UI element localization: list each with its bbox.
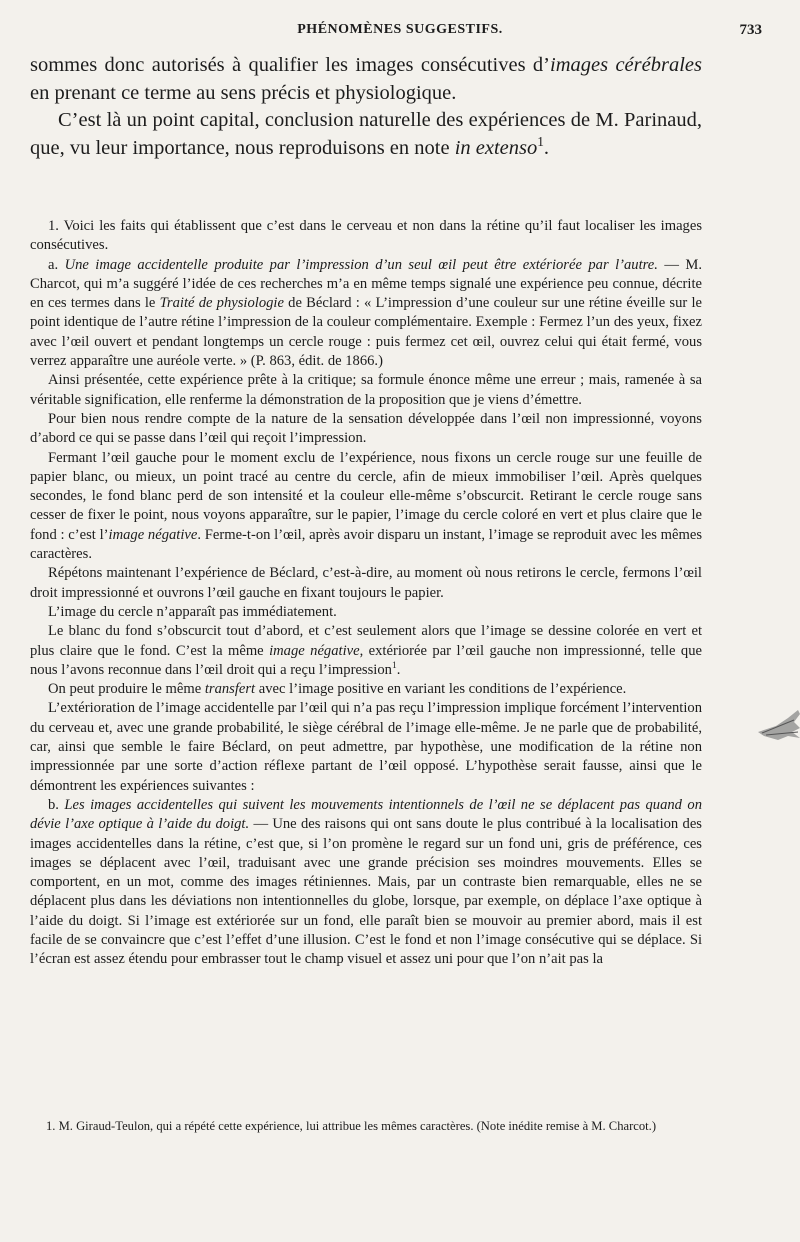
paragraph-2: C’est là un point capital, conclusion naturelle des expériences de M. Parinaud, que, vu leur importance, nous reproduisons en note in extenso$^1$.: [30, 109, 702, 159]
note-paragraph: L’image du cercle n’apparaît pas immédiatement.: [48, 603, 337, 620]
footnote: [30, 1117, 702, 1135]
note-block: [30, 217, 702, 970]
page-number: 733: [739, 22, 762, 38]
page-header: [30, 22, 770, 42]
note-paragraph: Pour bien nous rendre compte de la nature de la sensation développée dans l’œil non impressionné, voyons d’abord ce qui se passe dans l’œil qui reçoit l’impression.: [30, 410, 702, 447]
paragraph-1: sommes donc autorisés à qualifier les images consécutives d’images cérébrales en prenant ce terme au sens précis et physiologique.: [30, 54, 702, 104]
footnote-text: 1. M. Giraud-Teulon, qui a répété cette expérience, lui attribue les mêmes caractères. (Note inédite remise à M. Charcot.): [46, 1119, 657, 1133]
note-paragraph: On peut produire le même transfert avec l’image positive en variant les conditions de l’expérience.: [48, 681, 627, 698]
emphasis: in extenso: [454, 136, 538, 159]
ink-mark-icon: [754, 706, 800, 754]
footnote-ref: 1: [537, 133, 544, 149]
running-head: PHÉNOMÈNES SUGGESTIFS.: [297, 22, 503, 37]
main-text: [30, 52, 702, 162]
note-paragraph: b. Les images accidentelles qui suivent les mouvements intentionnels de l’œil ne se déplacent pas quand on dévie l’axe optique à l’aide du doigt. — Une des raisons qui ont sans doute le plus contribué à la localisation des images accidentelles dans la rétine, c’est que, si l’on promène le regard sur un fond uni, gris de préférence, ces images se déplacent avec l’œil, traduisant avec une grande précision ses moindres mouvements. Elles se comportent, en un mot, comme des images rétiniennes. Mais, par un contraste bien remarquable, elles ne se déplacent plus dans les déviations non intentionnelles du globe, lorsque, par exemple, on déplace l’axe optique à l’aide du doigt. Si l’image est extériorée sur un fond, elle paraît bien se mouvoir au premier abord, mais il est facile de se convaincre que c’est l’effet d’une illusion. C’est le fond et non l’image consécutive qui se déplace. Si l’écran est assez étendu pour embrasser tout le champ visuel et assez uni pour que l’on n’ait pas la: [30, 796, 702, 968]
note-paragraph: Ainsi présentée, cette expérience prête à la critique; sa formule énonce même une erreur ; mais, ramenée à sa véritable signification, elle renferme la démonstration de la proposition que je viens d’émettre.: [30, 372, 702, 408]
note-paragraph: L’extérioration de l’image accidentelle par l’œil qui n’a pas reçu l’impression implique forcément l’intervention du cerveau et, avec une grande probabilité, le siège cérébral de l’image elle-même. Je ne parle que de probabilité, car, ainsi que semble le faire Béclard, on peut admettre, par hypothèse, une modification de la rétine non impressionnée par une sorte d’action réflexe partant de l’œil opposé. L’hypothèse serait fausse, ainsi que le démontrent les expériences suivantes :: [30, 700, 702, 794]
note-paragraph: Fermant l’œil gauche pour le moment exclu de l’expérience, nous fixons un cercle rouge sur une feuille de papier blanc, ou mieux, un point tracé au centre du cercle, afin de mieux immobiliser l’œil. Après quelques secondes, le fond blanc perd de son intensité et la couleur elle-même s’obscurcit. Retirant le cercle rouge sans cesser de fixer le point, nous voyons apparaître, sur le papier, l’image du cercle coloré en vert et plus claire que le fond : c’est l’image négative. Ferme-t-on l’œil, après avoir disparu un instant, l’image se reproduit avec les mêmes caractères.: [30, 449, 703, 563]
note-paragraph: Le blanc du fond s’obscurcit tout d’abord, et c’est seulement alors que l’image se dessine colorée en vert et plus claire que le fond. C’est la même image négative, extériorée par l’œil gauche non impressionné, telle que nous l’avons reconnue dans l’œil droit qui a reçu l’impression$^1$.: [30, 623, 702, 678]
note-paragraph: 1. Voici les faits qui établissent que c’est dans le cerveau et non dans la rétine qu’il faut localiser les images consécutives.: [30, 218, 702, 254]
emphasis: images cérébrales: [550, 54, 702, 76]
note-paragraph: a. Une image accidentelle produite par l’impression d’un seul œil peut être extériorée par l’autre. — M. Charcot, qui m’a suggéré l’idée de ces recherches m’a en même temps signalé une expérience peu connue, décrite en ces termes dans le Traité de physiologie de Béclard : « L’impression d’une couleur sur une rétine éveille sur le point identique de l’autre rétine l’impression de la couleur complémentaire. Exemple : Fermez l’un des yeux, fixez avec l’œil ouvert et pendant longtemps un cercle rouge : puis fermez cet œil, ouvrez celui qui était fermé, vous verrez apparaître une auréole verte. » (P. 863, édit. de 1866.): [30, 256, 702, 370]
footnote-ref: 1: [391, 660, 397, 671]
note-paragraph: Répétons maintenant l’expérience de Béclard, c’est-à-dire, au moment où nous retirons le cercle, fermons l’œil droit impressionné et ouvrons l’œil gauche en fixant toujours le papier.: [30, 565, 702, 601]
